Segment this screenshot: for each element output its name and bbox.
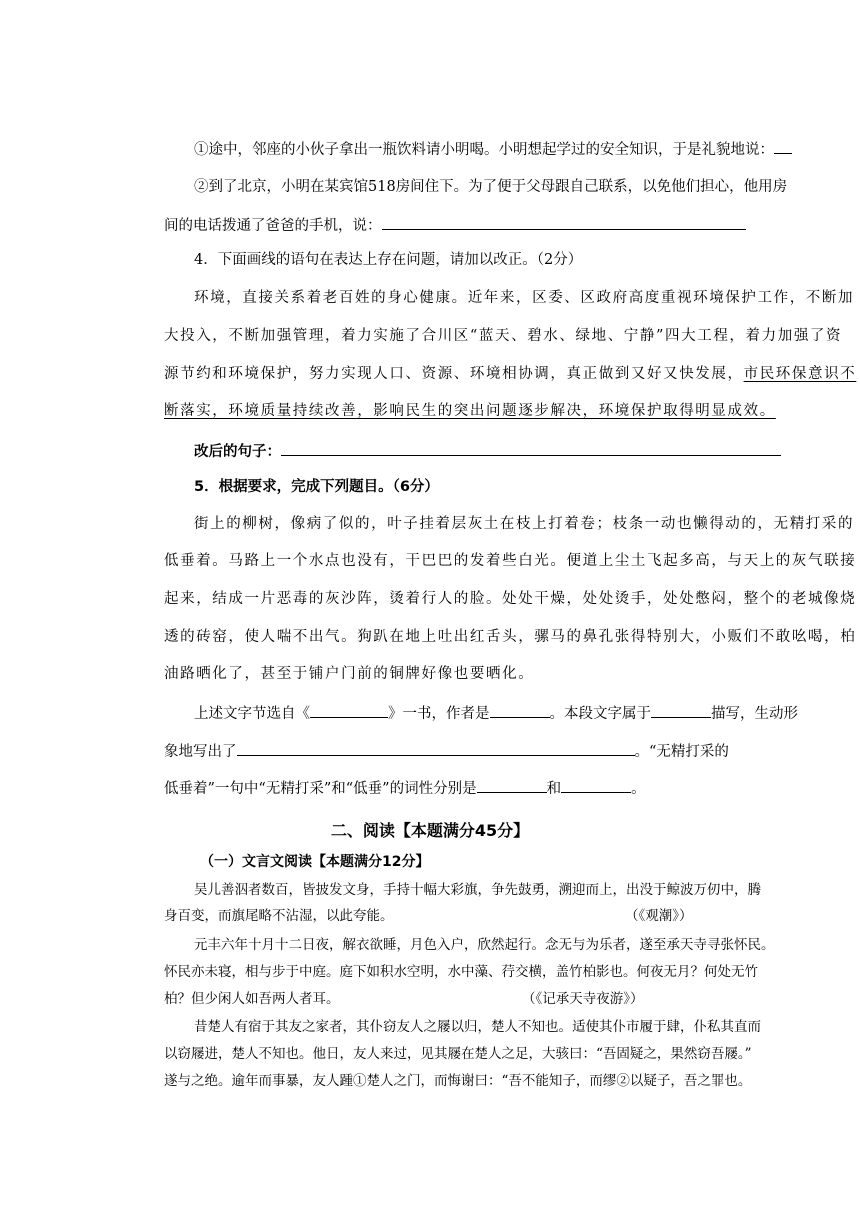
q5-fill-text-i: 。: [631, 781, 646, 797]
q5-fill-line-2: [164, 740, 824, 762]
q5-fill-text-d: 描写，生动形: [711, 706, 798, 722]
q5-pos-blank-2[interactable]: [561, 777, 631, 793]
q4-underlined-part-2: 断落实，环境质量持续改善，影响民生的突出问题逐步解决，环境保护取得明显成效。: [164, 403, 776, 419]
q5-fill-line-1: [194, 702, 824, 724]
classical-p2-line-3: 柏？但少闲人如吾两人者耳。: [164, 991, 340, 1007]
q4-answer: [194, 440, 824, 462]
q4-answer-label: 改后的句子：: [194, 444, 281, 460]
q3-item1-text: ①途中，邻座的小伙子拿出一瓶饮料请小明喝。小明想起学过的安全知识，于是礼貌地说：: [194, 142, 774, 158]
q4-underlined-part-1: 市民环保意识不: [743, 366, 857, 382]
classical-p2-line-2: 怀民亦未寝，相与步于中庭。庭下如积水空明，水中藻、荇交横，盖竹柏影也。何夜无月？何处无竹: [164, 964, 758, 980]
q5-description-blank[interactable]: [651, 702, 711, 718]
q5-pos-blank-1[interactable]: [477, 777, 547, 793]
classical-p1-source: （《观潮》）: [625, 908, 693, 924]
section2-subheading-text: （一）文言文阅读【本题满分12分】: [200, 854, 430, 870]
q3-item2-blank[interactable]: [382, 214, 746, 230]
q4-passage-line-3: [164, 364, 857, 384]
q5-author-blank[interactable]: [490, 702, 550, 718]
q5-passage-line-1: 街上的柳树，像病了似的，叶子挂着层灰土在枝上打着卷；枝条一动也懒得动的，无精打采的: [194, 516, 855, 532]
q5-fill-text-a: 上述文字节选自《: [194, 706, 310, 722]
q5-content-blank[interactable]: [237, 740, 635, 756]
classical-p1-line-2: 身百变，而旗尾略不沾湿，以此夸能。: [164, 908, 394, 924]
classical-p2-line-1: 元丰六年十月十二日夜，解衣欲睡，月色入户，欣然起行。念无与为乐者，遂至承天寺寻张怀民。: [194, 937, 775, 953]
q3-item2-line1: ②到了北京，小明在某宾馆518房间住下。为了便于父母跟自己联系，以免他们担心，他用房: [194, 179, 788, 195]
q5-prompt: [194, 477, 824, 497]
q3-item1-blank[interactable]: [774, 138, 792, 154]
q5-fill-text-b: 》一书，作者是: [388, 706, 490, 722]
q5-passage-line-3: 起来，结成一片恶毒的灰沙阵，烫着行人的脸。处处干燥，处处烫手，处处憋闷，整个的老城像烧: [164, 591, 857, 607]
q5-fill-text-f: 。“无精打采的: [634, 744, 729, 760]
q4-passage-line-4: [164, 401, 824, 421]
q5-prompt-text: 5．根据要求，完成下列题目。（6分）: [194, 479, 439, 495]
q5-book-blank[interactable]: [310, 702, 388, 718]
q4-passage-line-1: 环境，直接关系着老百姓的身心健康。近年来，区委、区政府高度重视环境保护工作，不断加: [194, 290, 855, 306]
section2-heading: 二、阅读【本题满分45分】: [330, 821, 530, 840]
classical-p2-source: （《记承天寺夜游》）: [522, 991, 644, 1007]
q5-fill-text-h: 和: [546, 781, 562, 797]
classical-p1-line-1: 吴儿善泅者数百，皆披发文身，手持十幅大彩旗，争先鼓勇，溯迎而上，出没于鲸波万仞中，腾: [194, 882, 761, 898]
classical-p3-line-3: 遂与之绝。逾年而事暴，友人踵①楚人之门，而悔谢曰：“吾不能知子，而缪②以疑子，吾之罪也。: [164, 1073, 752, 1089]
q4-passage-line-2: 大投入，不断加强管理，着力实施了合川区“蓝天、碧水、绿地、宁静”四大工程，着力加强了资: [164, 328, 843, 344]
q5-fill-text-e: 象地写出了: [164, 744, 237, 760]
classical-p3-line-2: 以窃屦进，楚人不知也。他日，友人来过，见其屦在楚人之足，大骇曰：“吾固疑之，果然窃吾屦。”: [164, 1046, 752, 1062]
q5-passage-line-2: 低垂着。马路上一个水点也没有，干巴巴的发着些白光。便道上尘土飞起多高，与天上的灰气联接: [164, 553, 857, 569]
q5-fill-text-c: 。本段文字属于: [549, 706, 651, 722]
q5-passage-line-4: 透的砖窑，使人喘不出气。狗趴在地上吐出红舌头，骡马的鼻孔张得特别大，小贩们不敢吆喝，柏: [164, 629, 857, 645]
classical-p3-line-1: 昔楚人有宿于其友之家者，其仆窃友人之屦以归，楚人不知也。适使其仆市履于肆，仆私其直而: [194, 1019, 761, 1035]
q4-answer-blank[interactable]: [281, 440, 781, 456]
q5-passage-line-5: 油路晒化了，甚至于铺户门前的铜牌好像也要晒化。: [164, 666, 535, 682]
q4-passage-text: 源节约和环境保护，努力实现人口、资源、环境相协调，真正做到又好又快发展，: [164, 366, 744, 382]
section2-subheading: [200, 852, 860, 872]
q3-item1: [194, 138, 824, 160]
q3-item2-line2: [164, 214, 824, 236]
q3-item2-text: 间的电话拨通了爸爸的手机，说：: [164, 218, 382, 234]
q5-fill-text-g: 低垂着”一句中“无精打采”和“低垂”的词性分别是: [164, 781, 477, 797]
q4-prompt: 4．下面画线的语句在表达上存在问题，请加以改正。（2分）: [194, 252, 583, 268]
q5-fill-line-3: [164, 777, 824, 799]
